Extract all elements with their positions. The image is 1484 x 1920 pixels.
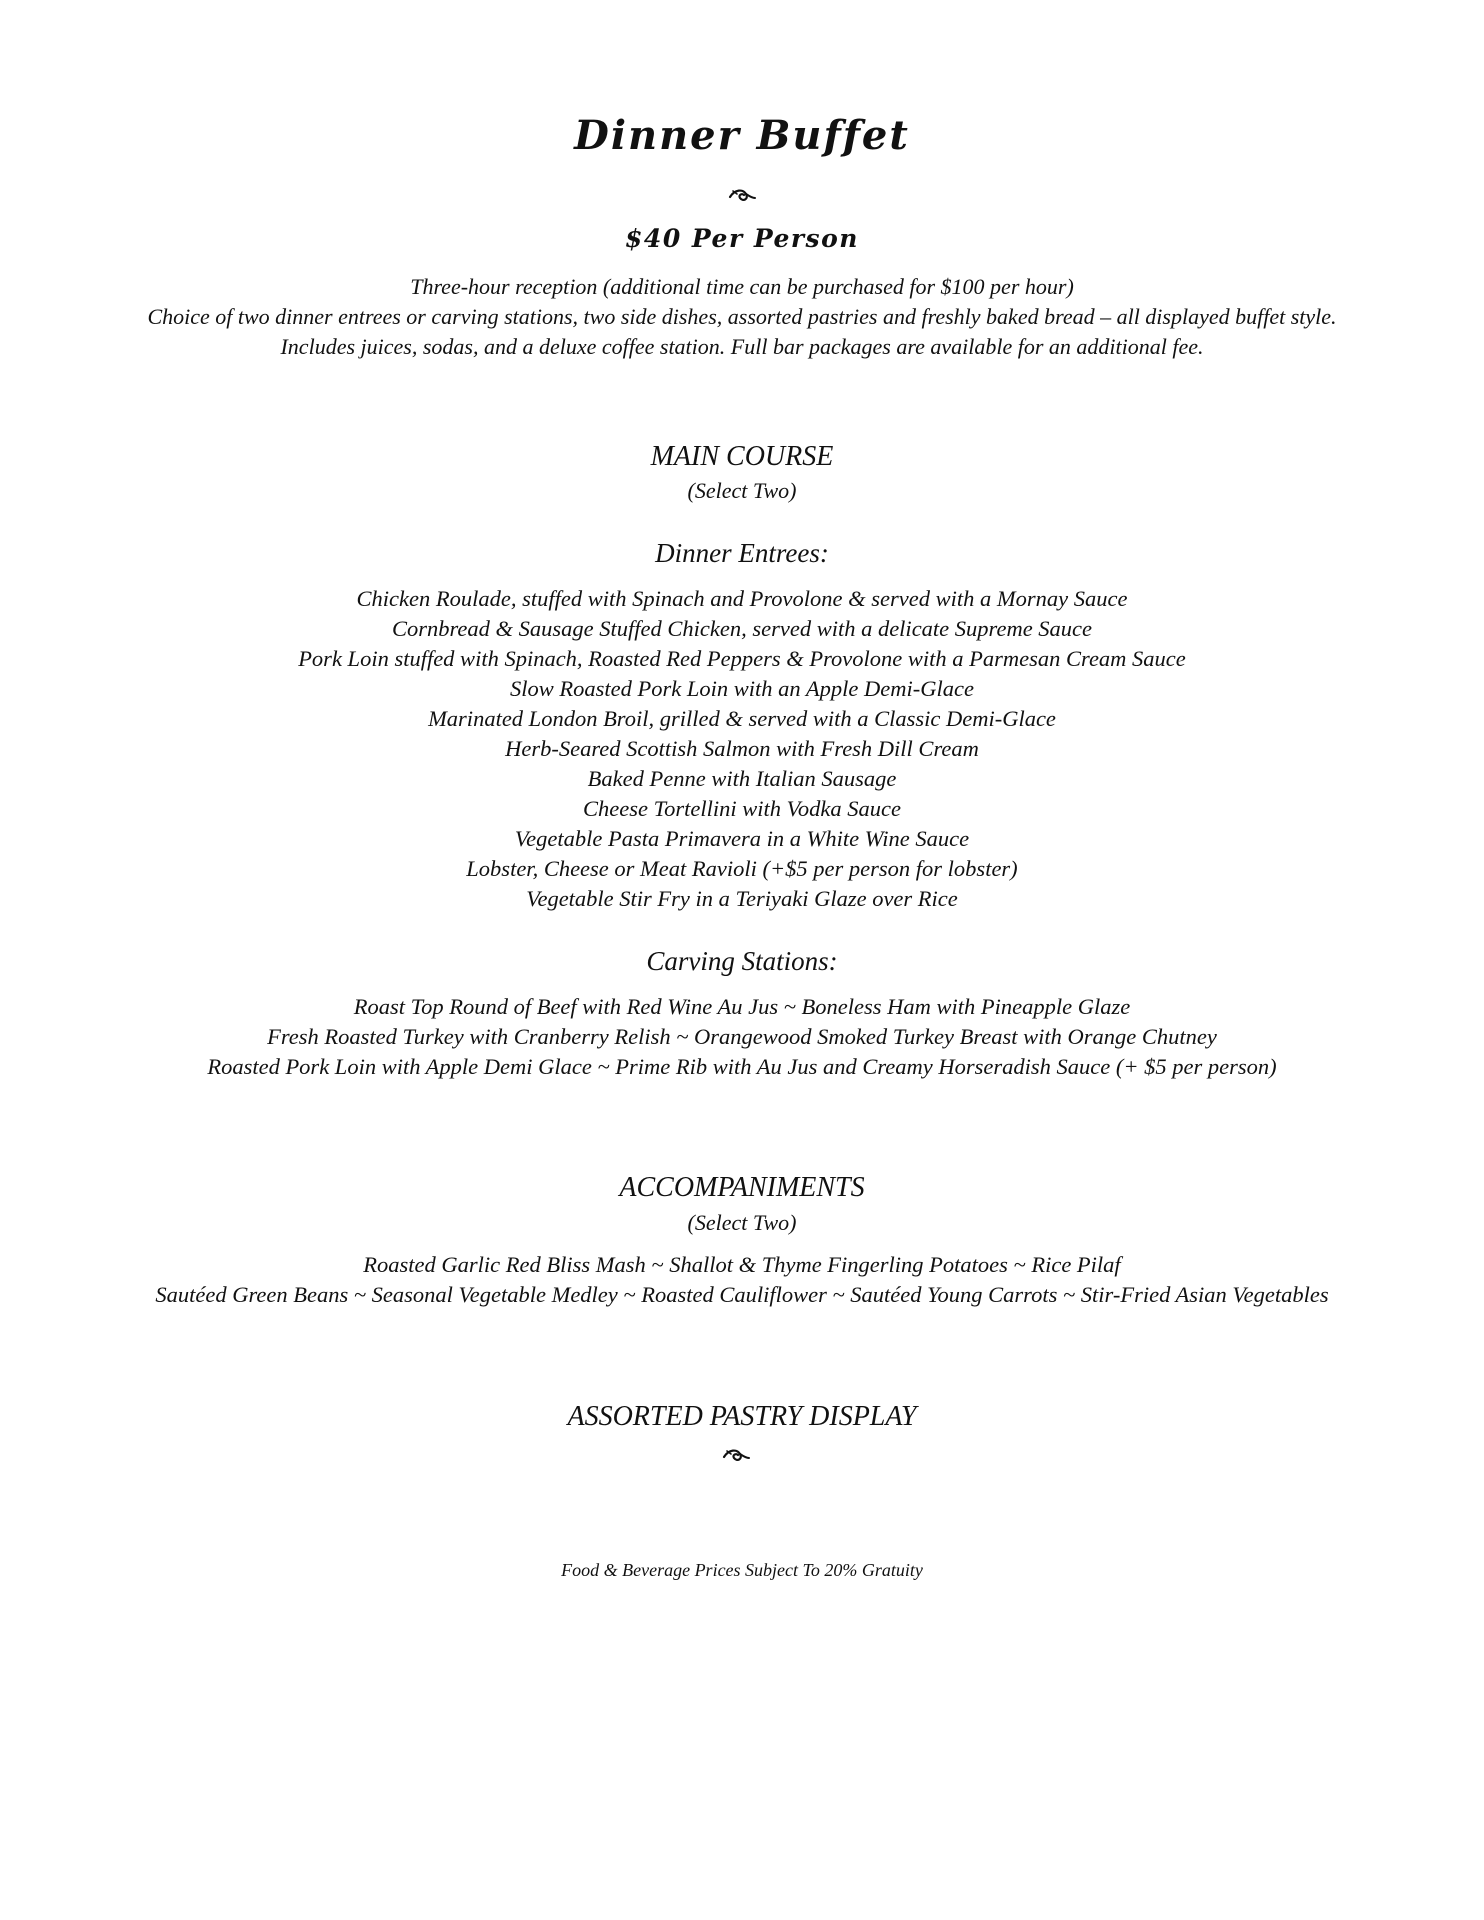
- accompaniments-heading: ACCOMPANIMENTS: [619, 1172, 865, 1203]
- flourish-ornament-icon: [721, 1446, 751, 1464]
- entree-item: Chicken Roulade, stuffed with Spinach and Provolone & served with a Mornay Sauce: [356, 586, 1128, 611]
- entree-item: Pork Loin stuffed with Spinach, Roasted Red Peppers & Provolone with a Parmesan Cream Sauce: [298, 646, 1186, 671]
- entree-item: Baked Penne with Italian Sausage: [587, 766, 897, 791]
- carving-item: Roast Top Round of Beef with Red Wine Au Jus ~ Boneless Ham with Pineapple Glaze: [353, 994, 1131, 1019]
- entree-item: Vegetable Stir Fry in a Teriyaki Glaze over Rice: [526, 886, 958, 911]
- accompaniment-item: Sautéed Green Beans ~ Seasonal Vegetable Medley ~ Roasted Cauliflower ~ Sautéed Young Carrots ~ Stir-Fried Asian Vegetables: [155, 1282, 1329, 1307]
- page-title: Dinner Buffet: [574, 112, 910, 159]
- entree-item: Vegetable Pasta Primavera in a White Wine Sauce: [514, 826, 970, 851]
- gratuity-note: Food & Beverage Prices Subject To 20% Gratuity: [561, 1560, 923, 1580]
- carving-item: Roasted Pork Loin with Apple Demi Glace ~ Prime Rib with Au Jus and Creamy Horseradish Sauce (+ $5 per person): [207, 1054, 1277, 1079]
- accompaniments-select-note: (Select Two): [687, 1210, 797, 1235]
- entree-item: Herb-Seared Scottish Salmon with Fresh Dill Cream: [505, 736, 979, 761]
- main-course-heading: MAIN COURSE: [650, 441, 834, 472]
- entree-item: Marinated London Broil, grilled & served with a Classic Demi-Glace: [428, 706, 1056, 731]
- intro-line-includes: Includes juices, sodas, and a deluxe coffee station. Full bar packages are available for an additional fee.: [280, 334, 1204, 359]
- entree-item: Lobster, Cheese or Meat Ravioli (+$5 per person for lobster): [466, 856, 1018, 881]
- dinner-entrees-heading: Dinner Entrees:: [655, 538, 829, 568]
- pastry-display-heading: ASSORTED PASTRY DISPLAY: [567, 1401, 917, 1432]
- entree-item: Cornbread & Sausage Stuffed Chicken, served with a delicate Supreme Sauce: [391, 616, 1093, 641]
- main-course-select-note: (Select Two): [687, 478, 797, 503]
- carving-stations-heading: Carving Stations:: [646, 946, 838, 976]
- flourish-ornament-icon: [727, 186, 757, 204]
- carving-item: Fresh Roasted Turkey with Cranberry Relish ~ Orangewood Smoked Turkey Breast with Orange Chutney: [267, 1024, 1217, 1049]
- intro-line-choice: Choice of two dinner entrees or carving stations, two side dishes, assorted pastries and freshly baked bread – all displayed buffet style.: [147, 304, 1337, 329]
- entree-item: Cheese Tortellini with Vodka Sauce: [583, 796, 901, 821]
- accompaniment-item: Roasted Garlic Red Bliss Mash ~ Shallot & Thyme Fingerling Potatoes ~ Rice Pilaf: [363, 1252, 1121, 1277]
- intro-line-reception: Three-hour reception (additional time can be purchased for $100 per hour): [410, 274, 1074, 299]
- price-per-person: $40 Per Person: [625, 224, 859, 253]
- entree-item: Slow Roasted Pork Loin with an Apple Demi-Glace: [510, 676, 974, 701]
